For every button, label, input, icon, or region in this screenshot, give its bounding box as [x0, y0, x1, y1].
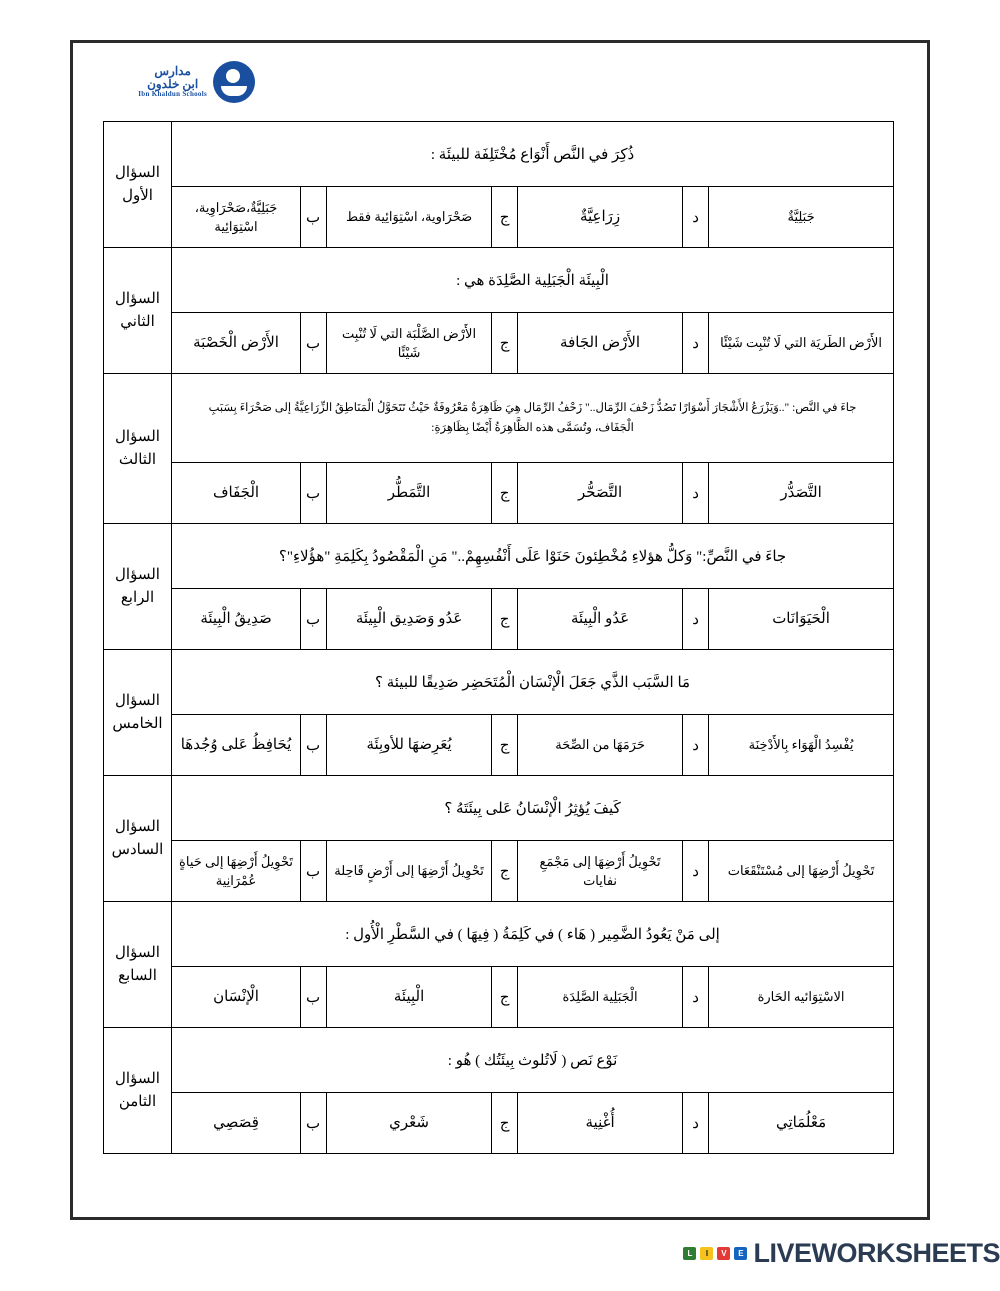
option-text-d[interactable]: يُفْسِدُ الْهَوَاء بِالأَدْخِنَة: [709, 715, 894, 776]
school-logo: [105, 53, 255, 111]
option-text-d[interactable]: تَحْوِيلُ أَرْضِهَا إلى مُسْتَنْقَعَات: [709, 841, 894, 902]
option-letter-b: ب: [301, 313, 327, 374]
option-text-a[interactable]: قِصَصِي: [172, 1093, 301, 1154]
option-text-c[interactable]: التَّصَحُّر: [518, 463, 683, 524]
option-letter-c: ج: [492, 967, 518, 1028]
question-label: السؤال السادس: [104, 776, 172, 902]
question-stem: نَوْع نَص ( لَاتُلوث بِيئَتُك ) هُو :: [172, 1028, 894, 1093]
table-row: [104, 776, 894, 841]
table-row: [104, 650, 894, 715]
question-stem: جاءَ في النَّصِّ:" وَكلُّ هؤلاءِ مُخْطِئونَ حَنَوْا عَلَى أَنْفُسِهِمْ.." مَنِ الْمَقْصُودُ بِكَلِمَةِ "هؤُلاءِ"؟: [172, 524, 894, 589]
badge-letter-l: L: [683, 1247, 696, 1260]
option-text-c[interactable]: الأَرْض الجَافة: [518, 313, 683, 374]
option-letter-d: د: [683, 313, 709, 374]
option-text-a[interactable]: الأَرْض الْخَصْبَة: [172, 313, 301, 374]
option-text-d[interactable]: الأَرْض الطَريَة التي لَا تُنْبِت شَيْئًا: [709, 313, 894, 374]
option-letter-d: د: [683, 589, 709, 650]
option-letter-c: ج: [492, 715, 518, 776]
table-row: [104, 313, 894, 374]
option-letter-b: ب: [301, 1093, 327, 1154]
table-row: [104, 902, 894, 967]
liveworksheets-wordmark: LIVEWORKSHEETS: [753, 1237, 1000, 1268]
question-stem: كَيفَ يُؤثِرُ الْإنْسَانُ عَلى بِيئَتَهُ ؟: [172, 776, 894, 841]
table-row: [104, 967, 894, 1028]
option-letter-d: د: [683, 187, 709, 248]
option-text-b[interactable]: التَّمَطُّر: [327, 463, 492, 524]
table-row: [104, 187, 894, 248]
option-letter-b: ب: [301, 187, 327, 248]
table-row: [104, 715, 894, 776]
option-letter-d: د: [683, 841, 709, 902]
option-text-a[interactable]: الْجَفَاف: [172, 463, 301, 524]
option-text-d[interactable]: التَّصَدُّر: [709, 463, 894, 524]
logo-line-2: ابن خلدون: [147, 77, 199, 92]
option-text-c[interactable]: تَحْوِيلُ أَرْضِهَا إلى مَجْمَعِ نفايات: [518, 841, 683, 902]
question-stem: إلى مَنْ يَعُودُ الضَّمِير ( هَاء ) في كَلِمَةُ ( فِيهَا ) في السَّطْرِ الْأُول :: [172, 902, 894, 967]
option-text-c[interactable]: عَدُو الْبِيئَة: [518, 589, 683, 650]
question-label: السؤال السابع: [104, 902, 172, 1028]
option-text-a[interactable]: جَبَلِيَّةٌ،صَحْرَاوِية، اسْتِوَائِية: [172, 187, 301, 248]
option-text-d[interactable]: الْحَيَوَانَات: [709, 589, 894, 650]
option-text-a[interactable]: تَحْوِيلُ أَرْضِهَا إلى حَياةٍ عُمْرَانِية: [172, 841, 301, 902]
option-letter-b: ب: [301, 589, 327, 650]
logo-line-3: Ibn Khaldun Schools: [138, 90, 207, 99]
option-text-b[interactable]: يُعَرِضهَا للأوبِئَة: [327, 715, 492, 776]
table-row: [104, 1028, 894, 1093]
option-letter-c: ج: [492, 841, 518, 902]
option-letter-c: ج: [492, 589, 518, 650]
option-text-b[interactable]: الْبِيئَة: [327, 967, 492, 1028]
liveworksheets-footer: [0, 1233, 1000, 1273]
option-letter-d: د: [683, 463, 709, 524]
table-row: [104, 248, 894, 313]
option-text-d[interactable]: مَعْلُمَاتِي: [709, 1093, 894, 1154]
question-label: السؤال الأول: [104, 122, 172, 248]
table-row: [104, 589, 894, 650]
option-text-c[interactable]: الْجَبَلِية الصَّلِدَة: [518, 967, 683, 1028]
option-text-d[interactable]: الاسْتِوَائيه الحَارة: [709, 967, 894, 1028]
question-stem: جاءَ في النَّص: "..وَيَزْرَعُ الأَشْجَارَ أَسْوَارًا تَصُدُّ زَحْفَ الرِّمَال.." زَحْفُ الرِّمَال هِيَ ظَاهِرَةٌ مَعْرُوفَةٌ حَيْثُ تَتَحَوَّلُ الْمَنَاطِقُ الزِّرَاعِيَّةُ إلى صَحْرَاءَ بِسَبَبِ الْجَفَاف، وتُسَمَّى هذه الظَّاهِرَةُ أَيْضًا بِظَاهِرَةِ:: [172, 374, 894, 463]
table-row: [104, 524, 894, 589]
badge-letter-e: E: [734, 1247, 747, 1260]
question-stem: الْبِيئَة الْجَبَلِية الصَّلِدَة هي :: [172, 248, 894, 313]
option-letter-d: د: [683, 967, 709, 1028]
option-letter-c: ج: [492, 1093, 518, 1154]
worksheet-page: [70, 40, 930, 1220]
option-text-a[interactable]: صَدِيقُ الْبِيئَة: [172, 589, 301, 650]
option-text-c[interactable]: زِرَاعِيَّةٌ: [518, 187, 683, 248]
table-row: [104, 374, 894, 463]
liveworksheets-badge-icon: [683, 1247, 747, 1260]
option-text-c[interactable]: حَرَمَهَا من الصِّحَة: [518, 715, 683, 776]
option-text-d[interactable]: جَبَلِيَّةٌ: [709, 187, 894, 248]
question-label: السؤال الثامن: [104, 1028, 172, 1154]
option-text-b[interactable]: عَدُو وَصَدِيق الْبِيئَة: [327, 589, 492, 650]
question-stem: ذُكِرَ في النَّص أَنْوَاع مُخْتَلِفَة للبيئَة :: [172, 122, 894, 187]
option-text-b[interactable]: شَعْري: [327, 1093, 492, 1154]
questions-table: [103, 121, 894, 1154]
option-text-b[interactable]: تَحْوِيلُ أَرْضِهَا إلى أَرْضٍ قَاحِلة: [327, 841, 492, 902]
option-letter-c: ج: [492, 187, 518, 248]
badge-letter-i: I: [700, 1247, 713, 1260]
option-letter-c: ج: [492, 463, 518, 524]
logo-text: [138, 65, 207, 99]
option-text-a[interactable]: الْإنْسَان: [172, 967, 301, 1028]
option-text-b[interactable]: الأَرْض الصَّلْبَة التي لَا تُنْبِت شَيْئًا: [327, 313, 492, 374]
question-label: السؤال الثالث: [104, 374, 172, 524]
option-letter-b: ب: [301, 841, 327, 902]
question-stem: مَا السَّبَب الذَّي جَعَلَ الْإنْسَان الْمُتَحَضِر صَدِيقًا للبيئة ؟: [172, 650, 894, 715]
option-letter-c: ج: [492, 313, 518, 374]
table-row: [104, 841, 894, 902]
table-row: [104, 122, 894, 187]
option-text-a[interactable]: يُحَافِظُ عَلى وُجُدهَا: [172, 715, 301, 776]
option-letter-b: ب: [301, 967, 327, 1028]
option-letter-d: د: [683, 715, 709, 776]
option-letter-d: د: [683, 1093, 709, 1154]
table-row: [104, 463, 894, 524]
question-label: السؤال الرابع: [104, 524, 172, 650]
question-label: السؤال الخامس: [104, 650, 172, 776]
logo-line-1: مدارس: [154, 63, 191, 78]
badge-letter-v: V: [717, 1247, 730, 1260]
option-text-c[interactable]: أُغْنِية: [518, 1093, 683, 1154]
table-row: [104, 1093, 894, 1154]
logo-mark-icon: [213, 61, 255, 103]
option-letter-b: ب: [301, 463, 327, 524]
option-letter-b: ب: [301, 715, 327, 776]
question-label: السؤال الثاني: [104, 248, 172, 374]
option-text-b[interactable]: صَحْرَاوية، اسْتِوَائِية فقط: [327, 187, 492, 248]
